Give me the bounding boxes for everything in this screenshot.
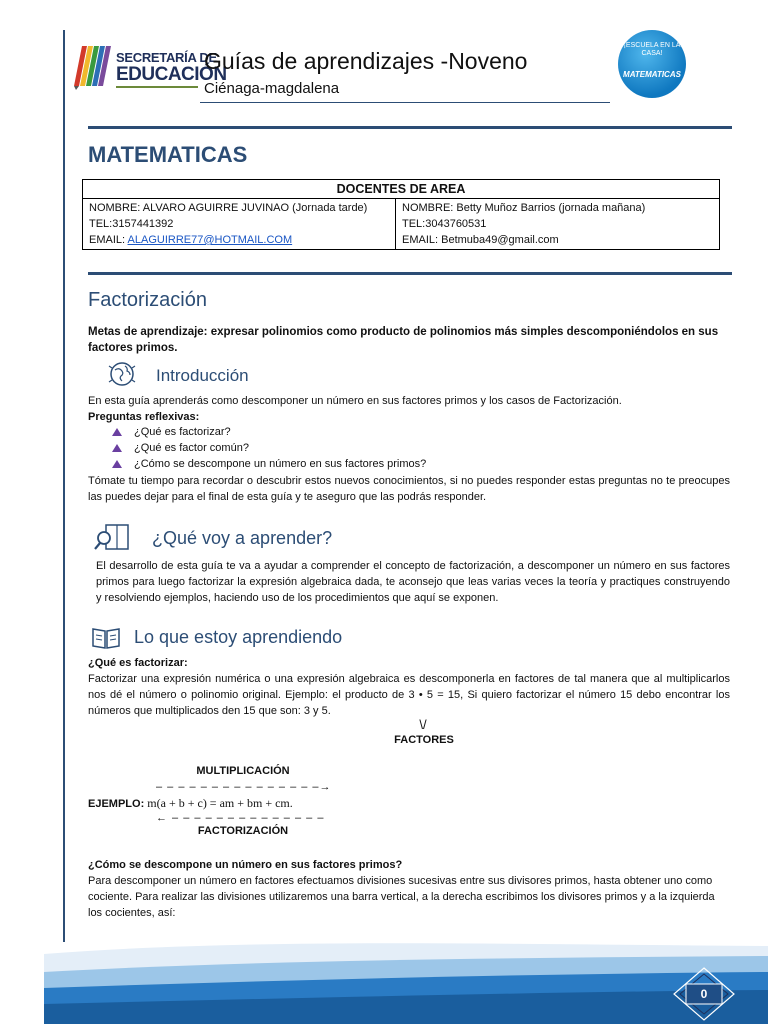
metas-label: Metas de aprendizaje: bbox=[88, 326, 208, 338]
ejemplo-formula: m(a + b + c) = am + bm + cm. bbox=[147, 796, 293, 810]
pencil-stripes-icon bbox=[72, 42, 116, 90]
arrow-bullet-icon bbox=[112, 460, 122, 468]
badge-text: MATEMATICAS bbox=[623, 70, 681, 79]
docente-left-name: NOMBRE: ALVARO AGUIRRE JUVINAO (Jornada tarde) bbox=[89, 202, 368, 214]
aprender-text: El desarrollo de esta guía te va a ayudar a comprender el concepto de factorización, a descomponer un número en sus factores primos para luego factorizar la expresión algebraica dada, te aconsejo que leas varias veces la teoría y practiques construyendo y resolviendo ejemplos, haciendo uso de los procedimientos que aquí se exponen. bbox=[96, 560, 730, 604]
docente-left-cell bbox=[83, 199, 396, 250]
question-text: ¿Qué es factorizar? bbox=[134, 426, 231, 438]
open-book-icon bbox=[90, 624, 122, 652]
list-item bbox=[110, 456, 426, 472]
aprender-title: ¿Qué voy a aprender? bbox=[152, 528, 333, 548]
globe-icon bbox=[106, 360, 138, 388]
docente-left-tel: TEL:3157441392 bbox=[89, 218, 174, 230]
left-margin-line bbox=[63, 30, 65, 942]
factores-arrow: \/ bbox=[419, 717, 427, 732]
arrow-bullet-icon bbox=[112, 428, 122, 436]
intro-text: En esta guía aprenderás como descomponer un número en sus factores primos y los casos de Factorización. bbox=[88, 395, 622, 407]
topic-title: Factorización bbox=[88, 289, 207, 311]
metas-text: expresar polinomios como producto de polinomios más simples descomponiéndolos en sus factores primos. bbox=[88, 326, 719, 354]
list-item bbox=[110, 440, 426, 456]
aprendiendo-title: Lo que estoy aprendiendo bbox=[134, 627, 343, 647]
logo-line1: SECRETARÍA DE bbox=[116, 50, 217, 65]
factorizacion-label: FACTORIZACIÓN bbox=[197, 825, 289, 837]
top-divider bbox=[88, 126, 732, 129]
docente-left-email-row bbox=[89, 232, 389, 248]
email-link[interactable]: ALAGUIRRE77@HOTMAIL.COM bbox=[127, 234, 293, 246]
header-subtitle: Ciénaga-magdalena bbox=[204, 80, 340, 97]
page-number: 0 bbox=[700, 987, 708, 1001]
primos-paragraph: Para descomponer un número en factores efectuamos divisiones sucesivas entre sus divisores primos, hasta obtener uno como cociente. Para realizar las divisiones utilizaremos una barra vertical, a la derecha escribimos los divisores primos y a la izquierda los cocientes, así: bbox=[88, 875, 715, 919]
magnifier-book-icon bbox=[92, 522, 132, 554]
header-title: Guías de aprendizajes -Noveno bbox=[204, 48, 528, 74]
intro-title: Introducción bbox=[156, 366, 249, 385]
email-label: EMAIL: bbox=[89, 234, 126, 246]
badge-top-text: ¡ESCUELA EN LA CASA! bbox=[623, 42, 681, 57]
docente-right-email: EMAIL: Betmuba49@gmail.com bbox=[402, 234, 559, 246]
intro-closing: Tómate tu tiempo para recordar o descubrir estos nuevos conocimientos, si no puedes responder estas preguntas no te preocupes las puedes dejar para el final de esta guía y te aseguro que las podrás responder. bbox=[88, 475, 730, 503]
metas-paragraph bbox=[88, 324, 730, 356]
primos-question: ¿Cómo se descompone un número en sus factores primos? bbox=[88, 859, 403, 871]
multiplicacion-label: MULTIPLICACIÓN bbox=[196, 765, 290, 777]
question-text: ¿Cómo se descompone un número en sus factores primos? bbox=[134, 458, 427, 470]
multiplicacion-arrow: – – – – – – – – – – – – – – –→ bbox=[156, 781, 332, 793]
preguntas-label: Preguntas reflexivas: bbox=[88, 411, 200, 423]
docente-right-name: NOMBRE: Betty Muñoz Barrios (jornada mañana) bbox=[402, 202, 646, 214]
subject-title: MATEMATICAS bbox=[88, 142, 248, 167]
docente-right-cell bbox=[396, 199, 720, 250]
secretaria-educacion-logo bbox=[72, 42, 227, 90]
arrow-bullet-icon bbox=[112, 444, 122, 452]
docente-right-tel: TEL:3043760531 bbox=[402, 218, 487, 230]
docentes-heading: DOCENTES DE AREA bbox=[83, 180, 720, 199]
docentes-table bbox=[82, 179, 720, 250]
factorizar-paragraph: Factorizar una expresión numérica o una expresión algebraica es descomponerla en factores de tal manera que al multiplicarlos nos dé el número o polinomio original. Ejemplo: el producto de 3 • 5 = 15, Si quiero factorizar el número 15 debo encontrar los números que multiplicados den 15 que son: 3 y 5. bbox=[88, 673, 730, 717]
logo-line2: EDUCACIÓN bbox=[116, 64, 227, 85]
footer-wave bbox=[0, 940, 768, 1024]
matematicas-badge bbox=[618, 30, 686, 98]
factores-label: FACTORES bbox=[394, 734, 454, 746]
factorizacion-arrow: ← – – – – – – – – – – – – – – bbox=[156, 812, 325, 824]
header-underline bbox=[200, 102, 610, 103]
logo-underline bbox=[116, 86, 198, 88]
question-text: ¿Qué es factor común? bbox=[134, 442, 249, 454]
ejemplo-label: EJEMPLO: bbox=[88, 798, 145, 810]
list-item bbox=[110, 424, 426, 440]
factorizar-question: ¿Qué es factorizar: bbox=[88, 657, 188, 669]
middle-divider bbox=[88, 272, 732, 275]
questions-list bbox=[110, 424, 426, 472]
